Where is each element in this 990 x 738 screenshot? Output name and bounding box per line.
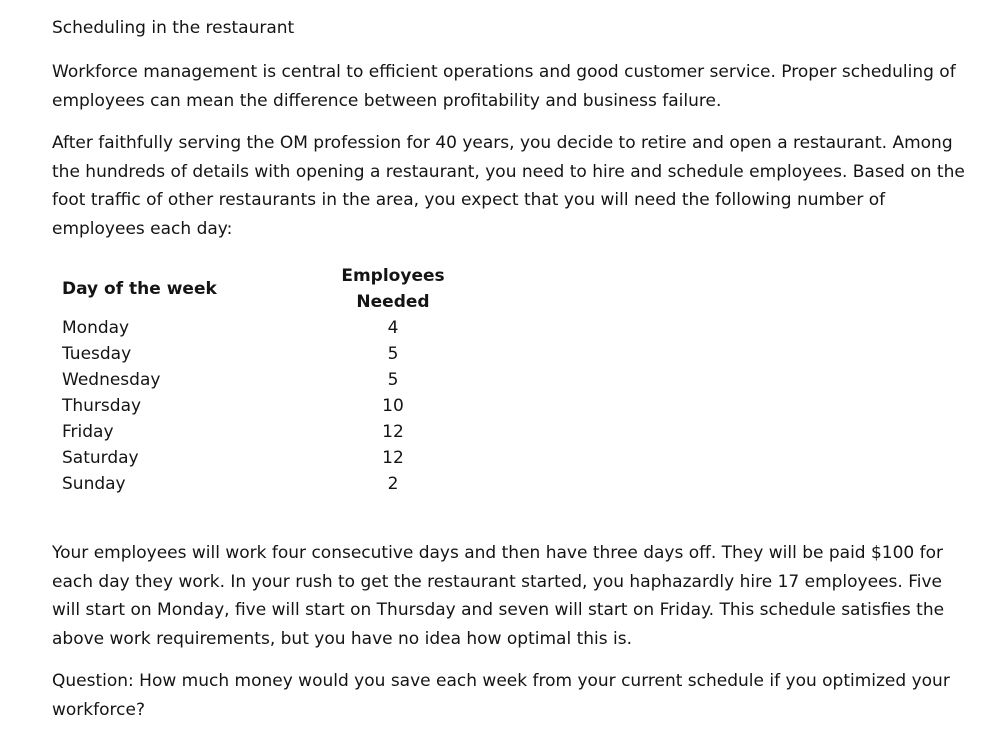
document-title: Scheduling in the restaurant (52, 18, 295, 38)
day-cell: Saturday (62, 448, 139, 468)
table-row (62, 445, 478, 471)
needed-cell: 12 (382, 422, 404, 442)
table-row (62, 367, 478, 393)
day-cell: Monday (62, 318, 130, 338)
needed-cell: 10 (382, 396, 404, 416)
table-row (62, 471, 478, 497)
schedule-paragraph: Your employees will work four consecutive days and then have three days off. They will be paid $100 for each day they work. In your rush to get the restaurant started, you haphazardly hire 17 employees. Five will start on Monday, five will start on Thursday and seven will start on Friday. This schedule satisfies the above work requirements, but you have no idea how optimal this is. (52, 543, 945, 649)
employees-needed-table (62, 263, 478, 497)
question-paragraph: Question: How much money would you save each week from your current schedule if you optimized your workforce? (52, 671, 950, 720)
day-cell: Friday (62, 422, 114, 442)
needed-cell: 2 (387, 474, 399, 494)
needed-cell: 5 (387, 344, 399, 364)
needed-cell: 4 (387, 318, 399, 338)
table-row (62, 341, 478, 367)
day-cell: Wednesday (62, 370, 161, 390)
day-cell: Thursday (62, 396, 142, 416)
document (52, 14, 972, 738)
header-employees-needed: Employees Needed (341, 266, 445, 312)
needed-cell: 12 (382, 448, 404, 468)
needed-cell: 5 (387, 370, 399, 390)
intro-paragraph: Workforce management is central to efficient operations and good customer service. Proper scheduling of employees can mean the difference between profitability and business failure. (52, 62, 956, 111)
table-row (62, 419, 478, 445)
context-paragraph: After faithfully serving the OM profession for 40 years, you decide to retire and open a restaurant. Among the hundreds of details with opening a restaurant, you need to hire and schedule employees. Based on the foot traffic of other restaurants in the area, you expect that you will need the following number of employees each day: (52, 133, 965, 239)
table-row (62, 393, 478, 419)
table-header-row (62, 263, 478, 315)
table-row (62, 315, 478, 341)
day-cell: Sunday (62, 474, 126, 494)
day-cell: Tuesday (62, 344, 132, 364)
header-day-of-week: Day of the week (62, 279, 217, 299)
